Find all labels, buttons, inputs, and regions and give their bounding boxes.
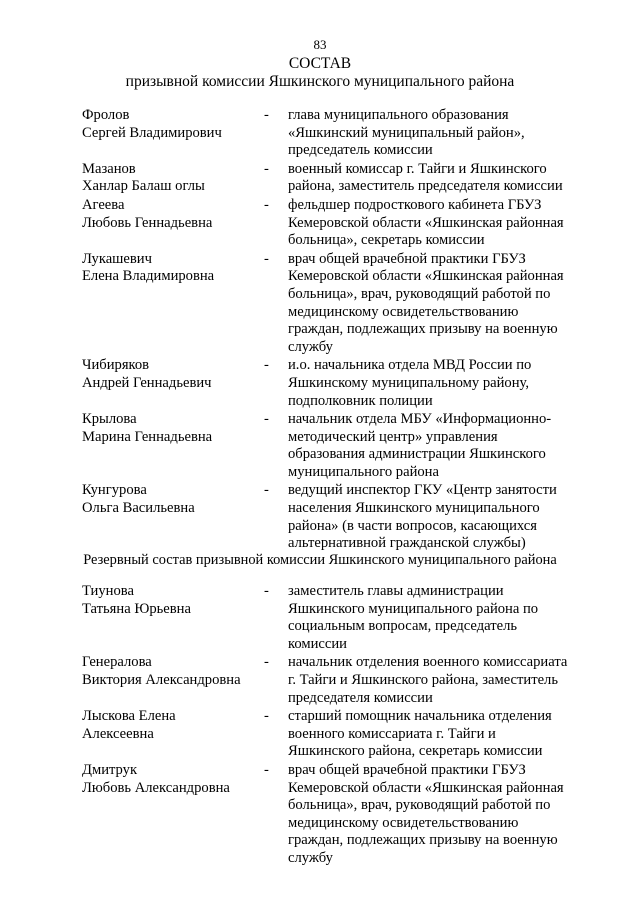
title-line-2: призывной комиссии Яшкинского муниципального района <box>125 73 515 90</box>
member-given-names: Ольга Васильевна <box>82 500 195 517</box>
member-surname: Мазанов <box>82 160 136 177</box>
member-role: начальник отдела МБУ «Информационно- методический центр» управления образования администрации Яшкинского муниципального района <box>288 411 552 480</box>
member-surname: Фролов <box>82 107 130 123</box>
member-given-names: Ханлар Балаш оглы <box>82 178 205 195</box>
member-name <box>82 107 262 142</box>
member-surname: Крылова <box>82 411 137 428</box>
member-dash: - <box>264 196 269 213</box>
member-name <box>82 708 262 743</box>
member-dash: - <box>264 583 269 599</box>
member-given-names: Татьяна Юрьевна <box>82 600 191 617</box>
member-role: врач общей врачебной практики ГБУЗ Кемеровской области «Яшкинская районная больница», врач, руководящий работой по медицинскому освидетельствованию граждан, подлежащих призыву на военную службу <box>288 761 564 866</box>
member-entry <box>0 251 640 357</box>
member-entry <box>0 411 640 481</box>
commission-members-list <box>0 107 640 554</box>
member-given-names: Алексеевна <box>82 725 154 742</box>
member-name <box>82 583 262 618</box>
member-name <box>82 161 262 196</box>
member-entry <box>0 482 640 552</box>
member-entry <box>0 197 640 250</box>
member-surname: Тиунова <box>82 583 134 599</box>
reserve-member-entry <box>0 708 640 761</box>
member-given-names: Андрей Геннадьевич <box>82 374 212 391</box>
reserve-member-entry <box>0 583 640 653</box>
member-surname: Дмитрук <box>82 761 138 778</box>
member-dash: - <box>264 250 269 267</box>
member-role: начальник отделения военного комиссариата г. Тайги и Яшкинского района, заместитель председателя комиссии <box>288 654 568 706</box>
member-entry <box>0 107 640 160</box>
member-dash: - <box>264 357 269 374</box>
member-role: врач общей врачебной практики ГБУЗ Кемеровской области «Яшкинская районная больница», врач, руководящий работой по медицинскому освидетельствованию граждан, подлежащих призыву на военную службу <box>288 250 564 355</box>
member-surname: Лыскова Елена <box>82 708 176 725</box>
member-name <box>82 762 262 797</box>
member-given-names: Марина Геннадьевна <box>82 428 213 445</box>
member-role: фельдшер подросткового кабинета ГБУЗ Кемеровской области «Яшкинская районная больница», секретарь комиссии <box>288 196 564 249</box>
member-entry <box>0 357 640 410</box>
reserve-members-list <box>0 583 640 869</box>
reserve-member-entry <box>0 762 640 868</box>
document-title <box>0 55 640 91</box>
member-entry <box>0 161 640 196</box>
member-role: старший помощник начальника отделения военного комиссариата г. Тайги и Яшкинского района, секретарь комиссии <box>288 708 552 760</box>
member-name <box>82 654 262 689</box>
member-name <box>82 197 262 232</box>
member-surname: Лукашевич <box>82 250 152 267</box>
member-dash: - <box>264 761 269 778</box>
reserve-member-entry <box>0 654 640 707</box>
member-surname: Кунгурова <box>82 482 147 499</box>
member-surname: Генералова <box>82 654 152 671</box>
member-role: ведущий инспектор ГКУ «Центр занятости населения Яшкинского муниципального района» (в части вопросов, касающихся альтернативной гражданской службы) <box>288 482 557 552</box>
member-dash: - <box>264 482 269 499</box>
member-name <box>82 357 262 392</box>
member-surname: Агеева <box>82 196 125 213</box>
member-dash: - <box>264 107 269 123</box>
member-dash: - <box>264 411 269 428</box>
member-surname: Чибиряков <box>82 357 150 374</box>
member-role: глава муниципального образования «Яшкинский муниципальный район», председатель комиссии <box>288 107 525 159</box>
member-name <box>82 411 262 446</box>
member-name <box>82 482 262 517</box>
member-given-names: Елена Владимировна <box>82 268 215 285</box>
member-given-names: Любовь Геннадьевна <box>82 214 213 231</box>
title-line-1: СОСТАВ <box>288 55 352 72</box>
member-given-names: Виктория Александровна <box>82 671 241 688</box>
member-dash: - <box>264 654 269 671</box>
member-role: военный комиссар г. Тайги и Яшкинского района, заместитель председателя комиссии <box>288 160 563 195</box>
page-number: 83 <box>313 37 327 52</box>
member-role: и.о. начальника отдела МВД России по Яшкинскому муниципальному району, подполковник полиции <box>288 357 532 409</box>
member-given-names: Сергей Владимирович <box>82 124 222 141</box>
member-role: заместитель главы администрации Яшкинского муниципального района по социальным вопросам, председатель комиссии <box>288 583 539 652</box>
member-dash: - <box>264 708 269 725</box>
reserve-section-heading: Резервный состав призывной комиссии Яшкинского муниципального района <box>83 552 557 568</box>
member-dash: - <box>264 160 269 177</box>
member-name <box>82 251 262 286</box>
member-given-names: Любовь Александровна <box>82 779 230 796</box>
